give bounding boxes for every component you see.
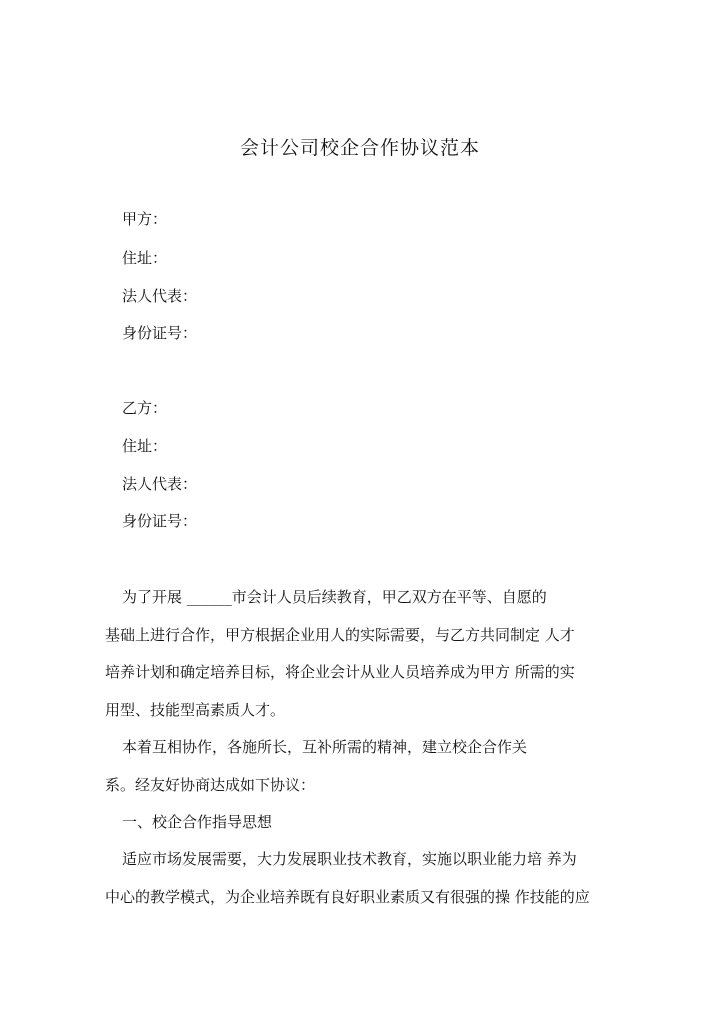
body-line: 适应市场发展需要，大力发展职业技术教育，实施以职业能力培 养为 [122,850,577,868]
party-a-label: 甲方： [122,210,168,228]
party-b-label: 乙方： [122,399,168,417]
party-a-id-no: 身份证号： [122,324,198,342]
body-line: 本着互相协作，各施所长，互补所需的精神，建立校企合作关 [122,738,528,756]
section-heading: 一、校企合作指导思想 [122,813,273,831]
body-line: 用型、技能型高素质人才。 [105,701,286,719]
body-line: 基础上进行合作，甲方根据企业用人的实际需要，与乙方共同制定 人才 [105,626,575,644]
party-b-address: 住址： [122,437,168,455]
party-a-address: 住址： [122,249,168,267]
body-line: 为了开展 ______市会计人员后续教育，甲乙双方在平等、自愿的 [122,588,547,606]
body-line: 培养计划和确定培养目标，将企业会计从业人员培养成为甲方 所需的实 [105,663,575,681]
party-b-id-no: 身份证号： [122,512,198,530]
body-line: 系。经友好协商达成如下协议： [105,776,316,794]
body-line: 中心的教学模式，为企业培养既有良好职业素质又有很强的操 作技能的应 [105,888,590,906]
party-b-legal-rep: 法人代表： [122,475,198,493]
party-a-legal-rep: 法人代表： [122,287,198,305]
document-title: 会计公司校企合作协议范本 [239,137,480,159]
